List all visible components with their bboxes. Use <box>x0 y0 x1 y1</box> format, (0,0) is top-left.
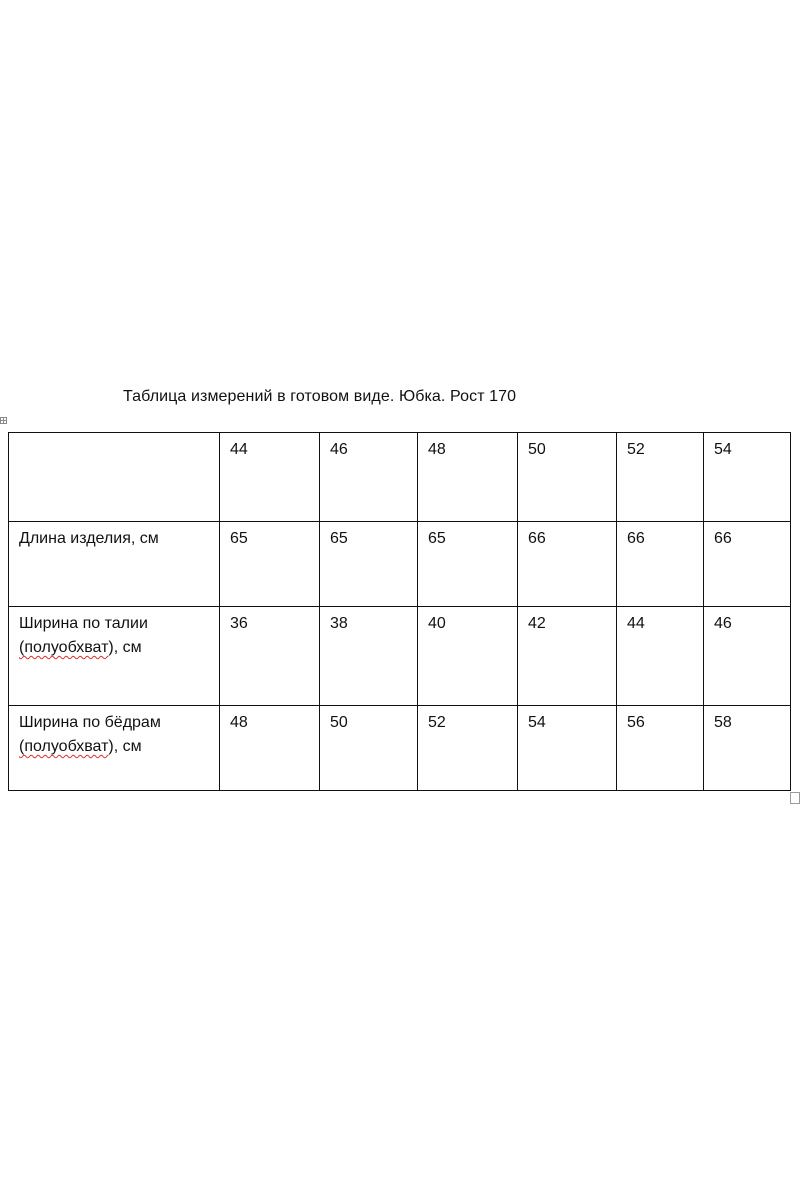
table-header-row <box>9 433 791 522</box>
value-cell: 42 <box>518 607 617 706</box>
value-cell: 58 <box>704 706 791 791</box>
row-label: Длина изделия, см <box>19 530 159 547</box>
size-cell: 46 <box>320 433 418 522</box>
value-cell: 56 <box>617 706 704 791</box>
row-label-suffix: ), см <box>108 738 142 755</box>
measurement-table <box>8 432 791 791</box>
size-cell: 52 <box>617 433 704 522</box>
value-cell: 46 <box>704 607 791 706</box>
header-label-cell <box>9 433 220 522</box>
row-label-misspelled-word: (полуобхват <box>19 738 109 755</box>
value-cell: 38 <box>320 607 418 706</box>
row-label-cell <box>9 706 220 791</box>
value-cell: 50 <box>320 706 418 791</box>
row-label: Ширина по бёдрам <box>19 714 161 731</box>
table-move-handle-icon[interactable] <box>0 417 7 424</box>
size-cell: 54 <box>704 433 791 522</box>
table-title: Таблица измерений в готовом виде. Юбка. Рост 170 <box>123 388 517 405</box>
size-cell: 50 <box>518 433 617 522</box>
value-cell: 65 <box>220 522 320 607</box>
row-label-cell <box>9 522 220 607</box>
value-cell: 40 <box>418 607 518 706</box>
value-cell: 54 <box>518 706 617 791</box>
value-cell: 36 <box>220 607 320 706</box>
value-cell: 44 <box>617 607 704 706</box>
row-label-misspelled-word: (полуобхват <box>19 639 109 656</box>
row-label-suffix: ), см <box>108 639 142 656</box>
value-cell: 65 <box>418 522 518 607</box>
table-resize-handle-icon[interactable] <box>790 792 800 804</box>
table-row-waist <box>9 607 791 706</box>
table-row-hips <box>9 706 791 791</box>
value-cell: 52 <box>418 706 518 791</box>
table-row-length <box>9 522 791 607</box>
value-cell: 65 <box>320 522 418 607</box>
size-cell: 44 <box>220 433 320 522</box>
value-cell: 66 <box>617 522 704 607</box>
value-cell: 66 <box>518 522 617 607</box>
value-cell: 48 <box>220 706 320 791</box>
value-cell: 66 <box>704 522 791 607</box>
size-cell: 48 <box>418 433 518 522</box>
row-label: Ширина по талии <box>19 615 148 632</box>
row-label-cell <box>9 607 220 706</box>
